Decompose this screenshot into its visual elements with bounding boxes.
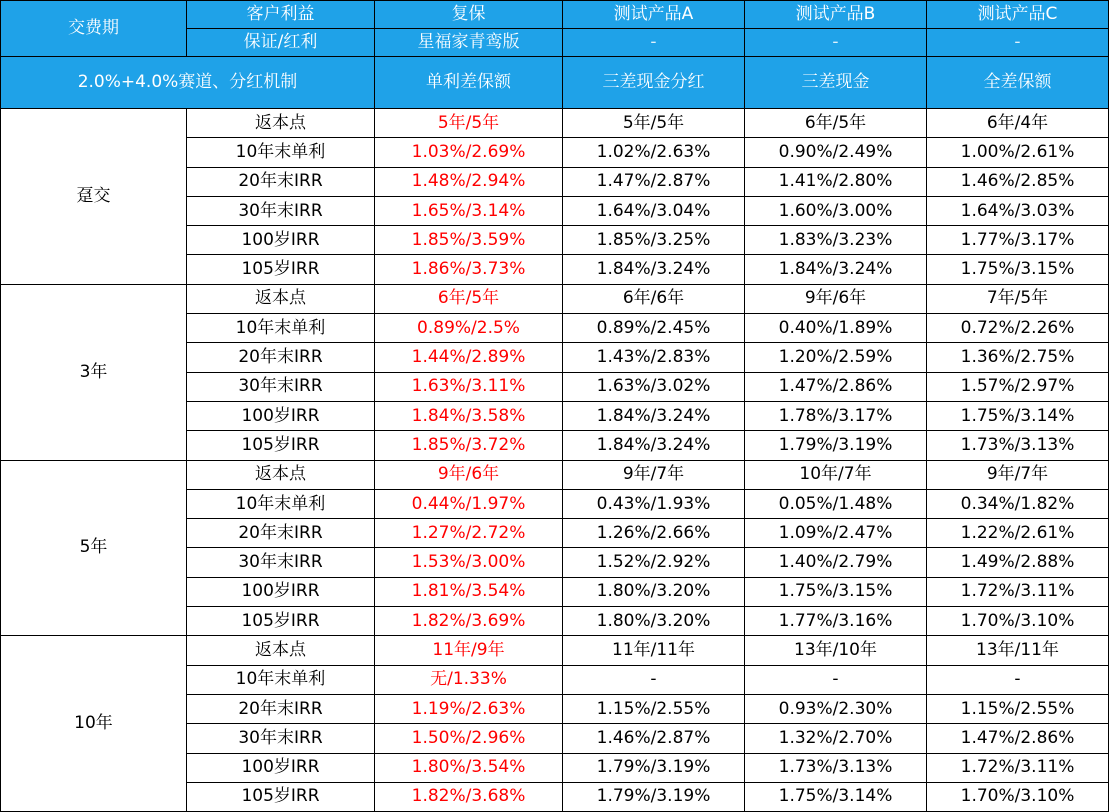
value-cell: 1.47%/2.86% bbox=[927, 724, 1109, 753]
highlight-value-cell: 1.48%/2.94% bbox=[375, 167, 563, 196]
value-cell: 0.72%/2.26% bbox=[927, 314, 1109, 343]
highlight-value-cell: 9年/6年 bbox=[375, 460, 563, 489]
highlight-value-cell: 1.82%/3.69% bbox=[375, 607, 563, 636]
value-cell: 1.46%/2.85% bbox=[927, 167, 1109, 196]
period-header: 交费期 bbox=[1, 1, 187, 57]
value-cell: 1.72%/3.11% bbox=[927, 753, 1109, 782]
highlight-value-cell: 11年/9年 bbox=[375, 636, 563, 665]
product-header-2: 测试产品B bbox=[745, 1, 927, 29]
value-cell: 9年/7年 bbox=[563, 460, 745, 489]
payment-period-cell: 5年 bbox=[1, 460, 187, 636]
metric-label: 20年末IRR bbox=[187, 343, 375, 372]
value-cell: 1.84%/3.24% bbox=[745, 255, 927, 284]
value-cell: 1.70%/3.10% bbox=[927, 782, 1109, 811]
value-cell: 0.05%/1.48% bbox=[745, 489, 927, 518]
product-sub-1: - bbox=[563, 29, 745, 57]
value-cell: 1.43%/2.83% bbox=[563, 343, 745, 372]
mechanism-1: 三差现金分红 bbox=[563, 57, 745, 109]
highlight-value-cell: 1.03%/2.69% bbox=[375, 138, 563, 167]
value-cell: 1.73%/3.13% bbox=[745, 753, 927, 782]
value-cell: 1.57%/2.97% bbox=[927, 372, 1109, 401]
value-cell: 1.73%/3.13% bbox=[927, 431, 1109, 460]
highlight-value-cell: 0.89%/2.5% bbox=[375, 314, 563, 343]
highlight-value-cell: 1.85%/3.72% bbox=[375, 431, 563, 460]
value-cell: - bbox=[745, 665, 927, 694]
value-cell: 1.77%/3.17% bbox=[927, 226, 1109, 255]
highlight-value-cell: 1.27%/2.72% bbox=[375, 519, 563, 548]
metric-label: 105岁IRR bbox=[187, 255, 375, 284]
value-cell: 10年/7年 bbox=[745, 460, 927, 489]
value-cell: 1.84%/3.24% bbox=[563, 255, 745, 284]
highlight-value-cell: 1.86%/3.73% bbox=[375, 255, 563, 284]
highlight-value-cell: 1.84%/3.58% bbox=[375, 401, 563, 430]
value-cell: 1.15%/2.55% bbox=[927, 694, 1109, 723]
highlight-value-cell: 1.63%/3.11% bbox=[375, 372, 563, 401]
product-header-0: 复保 bbox=[375, 1, 563, 29]
metric-label: 10年末单利 bbox=[187, 138, 375, 167]
metric-label: 105岁IRR bbox=[187, 782, 375, 811]
track-header: 2.0%+4.0%赛道、分红机制 bbox=[1, 57, 375, 109]
highlight-value-cell: 无/1.33% bbox=[375, 665, 563, 694]
value-cell: 13年/11年 bbox=[927, 636, 1109, 665]
value-cell: 0.40%/1.89% bbox=[745, 314, 927, 343]
value-cell: 13年/10年 bbox=[745, 636, 927, 665]
value-cell: 0.89%/2.45% bbox=[563, 314, 745, 343]
table-row bbox=[1, 636, 1109, 665]
value-cell: 1.80%/3.20% bbox=[563, 607, 745, 636]
value-cell: 6年/6年 bbox=[563, 284, 745, 313]
value-cell: 1.72%/3.11% bbox=[927, 577, 1109, 606]
value-cell: 1.09%/2.47% bbox=[745, 519, 927, 548]
metric-label: 10年末单利 bbox=[187, 489, 375, 518]
value-cell: 1.47%/2.86% bbox=[745, 372, 927, 401]
header-row-1 bbox=[1, 1, 1109, 29]
value-cell: 1.36%/2.75% bbox=[927, 343, 1109, 372]
metric-label: 30年末IRR bbox=[187, 196, 375, 225]
payment-period-cell: 3年 bbox=[1, 284, 187, 460]
mechanism-0: 单利差保额 bbox=[375, 57, 563, 109]
value-cell: 1.22%/2.61% bbox=[927, 519, 1109, 548]
value-cell: 0.34%/1.82% bbox=[927, 489, 1109, 518]
value-cell: 1.47%/2.87% bbox=[563, 167, 745, 196]
value-cell: 5年/5年 bbox=[563, 109, 745, 138]
metric-label: 10年末单利 bbox=[187, 314, 375, 343]
table-row bbox=[1, 284, 1109, 313]
value-cell: 1.75%/3.14% bbox=[927, 401, 1109, 430]
value-cell: 6年/4年 bbox=[927, 109, 1109, 138]
value-cell: 6年/5年 bbox=[745, 109, 927, 138]
value-cell: 0.90%/2.49% bbox=[745, 138, 927, 167]
product-sub-3: - bbox=[927, 29, 1109, 57]
metric-label: 返本点 bbox=[187, 109, 375, 138]
metric-label: 20年末IRR bbox=[187, 694, 375, 723]
value-cell: 11年/11年 bbox=[563, 636, 745, 665]
metric-label: 30年末IRR bbox=[187, 548, 375, 577]
highlight-value-cell: 1.53%/3.00% bbox=[375, 548, 563, 577]
value-cell: 1.49%/2.88% bbox=[927, 548, 1109, 577]
value-cell: 1.83%/3.23% bbox=[745, 226, 927, 255]
client-benefit-header: 客户利益 bbox=[187, 1, 375, 29]
highlight-value-cell: 1.50%/2.96% bbox=[375, 724, 563, 753]
metric-label: 10年末单利 bbox=[187, 665, 375, 694]
metric-label: 20年末IRR bbox=[187, 519, 375, 548]
metric-label: 30年末IRR bbox=[187, 372, 375, 401]
product-sub-0: 星福家青鸾版 bbox=[375, 29, 563, 57]
value-cell: 1.41%/2.80% bbox=[745, 167, 927, 196]
value-cell: 1.60%/3.00% bbox=[745, 196, 927, 225]
header-row-3 bbox=[1, 57, 1109, 109]
value-cell: 1.64%/3.04% bbox=[563, 196, 745, 225]
metric-label: 返本点 bbox=[187, 636, 375, 665]
guarantee-dividend-header: 保证/红利 bbox=[187, 29, 375, 57]
value-cell: 1.00%/2.61% bbox=[927, 138, 1109, 167]
value-cell: 1.84%/3.24% bbox=[563, 431, 745, 460]
value-cell: 0.43%/1.93% bbox=[563, 489, 745, 518]
metric-label: 100岁IRR bbox=[187, 226, 375, 255]
metric-label: 105岁IRR bbox=[187, 607, 375, 636]
value-cell: 1.80%/3.20% bbox=[563, 577, 745, 606]
highlight-value-cell: 1.80%/3.54% bbox=[375, 753, 563, 782]
value-cell: 1.46%/2.87% bbox=[563, 724, 745, 753]
value-cell: 1.15%/2.55% bbox=[563, 694, 745, 723]
value-cell: 0.93%/2.30% bbox=[745, 694, 927, 723]
value-cell: 1.52%/2.92% bbox=[563, 548, 745, 577]
highlight-value-cell: 1.85%/3.59% bbox=[375, 226, 563, 255]
metric-label: 30年末IRR bbox=[187, 724, 375, 753]
highlight-value-cell: 5年/5年 bbox=[375, 109, 563, 138]
product-sub-2: - bbox=[745, 29, 927, 57]
metric-label: 20年末IRR bbox=[187, 167, 375, 196]
value-cell: - bbox=[563, 665, 745, 694]
value-cell: 1.85%/3.25% bbox=[563, 226, 745, 255]
payment-period-cell: 趸交 bbox=[1, 109, 187, 285]
highlight-value-cell: 1.81%/3.54% bbox=[375, 577, 563, 606]
value-cell: 1.78%/3.17% bbox=[745, 401, 927, 430]
value-cell: 1.75%/3.15% bbox=[927, 255, 1109, 284]
value-cell: 1.26%/2.66% bbox=[563, 519, 745, 548]
value-cell: 1.02%/2.63% bbox=[563, 138, 745, 167]
value-cell: 1.77%/3.16% bbox=[745, 607, 927, 636]
value-cell: 1.63%/3.02% bbox=[563, 372, 745, 401]
table-row bbox=[1, 460, 1109, 489]
highlight-value-cell: 1.19%/2.63% bbox=[375, 694, 563, 723]
value-cell: 9年/7年 bbox=[927, 460, 1109, 489]
value-cell: 9年/6年 bbox=[745, 284, 927, 313]
metric-label: 100岁IRR bbox=[187, 401, 375, 430]
value-cell: 1.79%/3.19% bbox=[563, 782, 745, 811]
highlight-value-cell: 1.44%/2.89% bbox=[375, 343, 563, 372]
payment-period-cell: 10年 bbox=[1, 636, 187, 812]
value-cell: 1.20%/2.59% bbox=[745, 343, 927, 372]
value-cell: 1.70%/3.10% bbox=[927, 607, 1109, 636]
value-cell: 7年/5年 bbox=[927, 284, 1109, 313]
metric-label: 返本点 bbox=[187, 284, 375, 313]
highlight-value-cell: 1.82%/3.68% bbox=[375, 782, 563, 811]
value-cell: 1.64%/3.03% bbox=[927, 196, 1109, 225]
value-cell: 1.84%/3.24% bbox=[563, 401, 745, 430]
product-header-3: 测试产品C bbox=[927, 1, 1109, 29]
metric-label: 100岁IRR bbox=[187, 753, 375, 782]
metric-label: 返本点 bbox=[187, 460, 375, 489]
mechanism-2: 三差现金 bbox=[745, 57, 927, 109]
value-cell: 1.32%/2.70% bbox=[745, 724, 927, 753]
table-row bbox=[1, 109, 1109, 138]
value-cell: 1.75%/3.14% bbox=[745, 782, 927, 811]
highlight-value-cell: 1.65%/3.14% bbox=[375, 196, 563, 225]
value-cell: 1.40%/2.79% bbox=[745, 548, 927, 577]
value-cell: - bbox=[927, 665, 1109, 694]
mechanism-3: 全差保额 bbox=[927, 57, 1109, 109]
value-cell: 1.79%/3.19% bbox=[745, 431, 927, 460]
metric-label: 100岁IRR bbox=[187, 577, 375, 606]
highlight-value-cell: 6年/5年 bbox=[375, 284, 563, 313]
value-cell: 1.79%/3.19% bbox=[563, 753, 745, 782]
metric-label: 105岁IRR bbox=[187, 431, 375, 460]
product-header-1: 测试产品A bbox=[563, 1, 745, 29]
value-cell: 1.75%/3.15% bbox=[745, 577, 927, 606]
highlight-value-cell: 0.44%/1.97% bbox=[375, 489, 563, 518]
